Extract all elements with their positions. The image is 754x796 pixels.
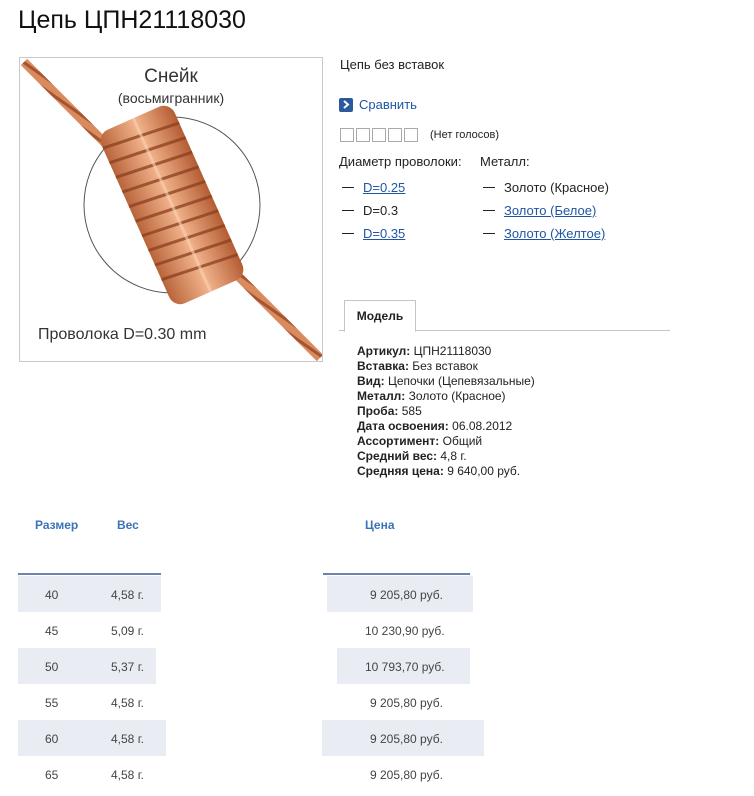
compare-button[interactable] (339, 97, 417, 112)
product-subtitle: Цепь без вставок (340, 57, 445, 72)
diameter-option[interactable] (342, 180, 405, 195)
rating-star-3[interactable] (372, 128, 386, 142)
property-row: Средний вес: 4,8 г. (357, 449, 467, 463)
weight-cell: 4,58 г. (111, 768, 144, 782)
weight-cell: 4,58 г. (111, 696, 144, 710)
property-row: Средняя цена: 9 640,00 руб. (357, 464, 521, 478)
table-rule-right (323, 573, 470, 575)
size-cell: 40 (45, 588, 59, 602)
metal-option[interactable] (483, 203, 596, 218)
image-caption-subtitle: (восьмигранник) (117, 90, 225, 106)
metal-option-selected (483, 180, 609, 195)
diameter-link[interactable]: D=0.25 (363, 180, 406, 195)
price-cell: 9 205,80 руб. (370, 588, 443, 602)
column-header-weight: Вес (117, 518, 139, 532)
property-row: Проба: 585 (357, 404, 422, 418)
column-header-price: Цена (365, 518, 395, 532)
rating-star-5[interactable] (404, 128, 418, 142)
rating-widget (340, 128, 499, 142)
weight-cell: 4,58 г. (111, 732, 144, 746)
size-cell: 50 (45, 660, 59, 674)
price-cell: 9 205,80 руб. (370, 732, 443, 746)
property-row: Металл: Золото (Красное) (357, 389, 506, 403)
property-row: Ассортимент: Общий (357, 434, 483, 448)
size-cell: 65 (45, 768, 59, 782)
rating-star-2[interactable] (356, 128, 370, 142)
diameter-link[interactable]: D=0.35 (363, 226, 406, 241)
column-header-size: Размер (35, 518, 79, 532)
tab-model[interactable]: Модель (344, 300, 416, 332)
price-cell: 10 793,70 руб. (365, 660, 445, 674)
property-row: Дата освоения: 06.08.2012 (357, 419, 513, 433)
image-caption-title: Снейк (144, 66, 198, 87)
price-cell: 9 205,80 руб. (370, 696, 443, 710)
rating-votes: (Нет голосов) (430, 129, 500, 141)
rating-star-1[interactable] (340, 128, 354, 142)
weight-cell: 4,58 г. (111, 588, 144, 602)
page-title: Цепь ЦПН21118030 (18, 6, 246, 34)
diameter-option[interactable] (342, 226, 405, 241)
chevron-right-icon (339, 98, 353, 112)
properties-list (357, 344, 535, 479)
weight-cell: 5,37 г. (111, 660, 144, 674)
product-image (19, 57, 323, 362)
diameter-option-selected (342, 203, 398, 218)
price-cell: 10 230,90 руб. (365, 624, 445, 638)
price-cell: 9 205,80 руб. (370, 768, 443, 782)
diameter-label: Диаметр проволоки: (339, 154, 462, 169)
metal-label: Металл: (480, 154, 530, 169)
diameter-value: D=0.3 (363, 203, 399, 218)
image-caption-wire: Проволока D=0.30 mm (38, 326, 207, 343)
metal-link[interactable]: Золото (Желтое) (504, 226, 606, 241)
size-cell: 55 (45, 696, 59, 710)
property-row: Вставка: Без вставок (357, 359, 478, 373)
metal-value: Золото (Красное) (504, 180, 609, 195)
table-rule-left (18, 573, 161, 575)
property-row: Вид: Цепочки (Цепевязальные) (357, 374, 535, 388)
size-cell: 45 (45, 624, 59, 638)
metal-option[interactable] (483, 226, 605, 241)
size-cell: 60 (45, 732, 59, 746)
weight-cell: 5,09 г. (111, 624, 144, 638)
property-row: Артикул: ЦПН21118030 (357, 344, 492, 358)
rating-star-4[interactable] (388, 128, 402, 142)
compare-label: Сравнить (359, 97, 417, 112)
metal-link[interactable]: Золото (Белое) (504, 203, 597, 218)
